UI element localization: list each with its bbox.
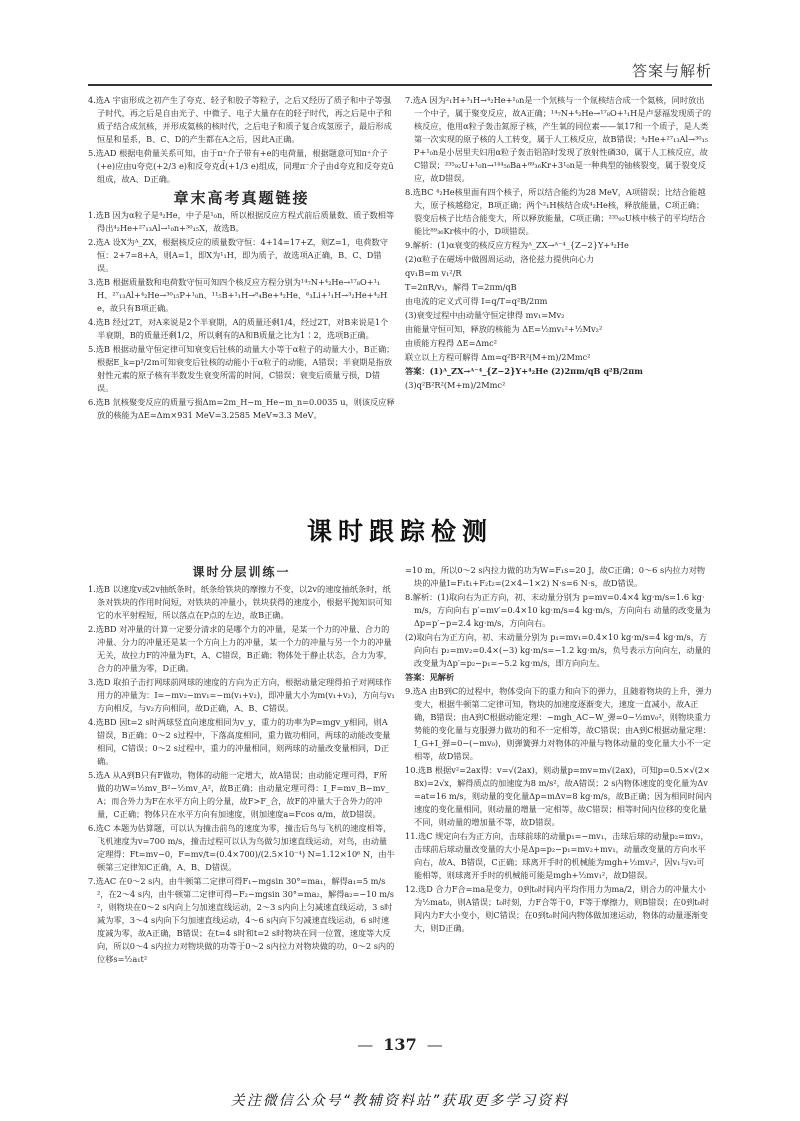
- footer-note: 关注微信公众号“教辅资料站”获取更多学习资料: [230, 1093, 570, 1109]
- answer-item: 1.选B 以速度v或2v抽纸条时，纸条给铁块的摩擦力不变，以2v的速度抽纸条时，纸条对铁块的作用时间短，对铁块的冲量小，铁块获得的速度小，根据平抛知识可知它的水平射程短，所以落点在P点的左边，故B正确。: [88, 584, 392, 620]
- page-number-dash-right: —: [426, 1035, 443, 1054]
- header-title: 答案与解析: [631, 62, 712, 80]
- answer-item: 3.选D 取拍子击打网球前网球的速度的方向为正方向，根据动量定理得拍子对网球作用力的冲量为：I=−mv₂−mv₁=−m(v₁+v₂)，即冲量大小为m(v₁+v₂)，方向与v₁方向相反，与v₂方向相同，故D正确，A、B、C错误。: [88, 677, 395, 713]
- right-top-column: [405, 94, 712, 393]
- answer-item: 4.选BD 因t=2 s时两球竖直向速度相同为v_y，重力的功率为P=mgv_y相同，则A错误，B正确；0～2 s过程中，下落高度相同，重力做功相同，两球的动能改变量相同，C错误；0～2 s过程中，重力的冲量相同，则两球的动量改变量相同，D正确。: [88, 717, 391, 766]
- answer-item: 2.选A 设X为ᴬ_ZX，根据核反应的质量数守恒：4+14=17+Z，则Z=1，电荷数守恒：2+7=8+A，则A=1，即X为¹₁H，即为质子，故选项A正确，B、C、D错误。: [88, 237, 388, 273]
- right-bottom-column: [405, 564, 712, 936]
- formula-line: qv₁B=m v₁²/R: [405, 268, 462, 278]
- answer-item: 5.选AD 根据电荷量关系可知，由于π⁺介子带有+e的电荷量，根据题意可知π⁺介子(+e)应由u夸克(+2/3 e)和反夸克d̄(+1/3 e)组成，同理π⁻介子由d夸克和反夸克ū组成，故A、D正确。: [88, 148, 394, 184]
- answer-item: 12.选D 合力F合=ma是变力，0到t₀时间内平均作用力为ma/2，则合力的冲量大小为½mat₀，则A错误；t₀时刻，力F合等于0，F等于摩擦力，则B错误；在0到t₀时间内力F大小变小，则C错误；在0到t₀时间内物体做加速运动，物体的动量逐渐变大，则D正确。: [405, 884, 710, 933]
- answer-item: 5.选B 根据动量守恒定律可知衰变后钍核的动量大小等于α粒子的动量大小，B正确；根据E_k=p²/2m可知衰变后钍核的动能小于α粒子的动能，A错误；半衰期是指放射性元素的原子核有半数发生衰变所需的时间，C错误；衰变后质量亏损，D错误。: [88, 344, 395, 393]
- formula-line: 联立以上方程可解得 Δm=q²B²R²(M+m)/2Mmc²: [405, 352, 591, 362]
- answer-line: (2)α粒子在磁场中做圆周运动，洛伦兹力提供向心力: [405, 254, 595, 264]
- left-bottom-column: [88, 564, 395, 967]
- section-heading: 章末高考真题链接: [173, 189, 310, 207]
- answer-item: 6.选C 本题为估算题，可以认为撞击前鸟的速度为零，撞击后鸟与飞机的速度相等，飞机速度为v=700 m/s，撞击过程可以认为鸟做匀加速直线运动，对鸟，由动量定理得：Ft=mv−0，F=mv/t=(0.4×700)/(2.5×10⁻⁴) N=1.12×10⁶ N，由牛顿第三定律知C正确，A、B、D错误。: [88, 823, 395, 872]
- answer-item: (2)取向右为正方向，初、末动量分别为 p₁=mv₁=0.4×10 kg·m/s=4 kg·m/s，方向向右 p₂=mv₂=0.4×(−3) kg·m/s=−1.2 kg·m/s，负号表示方向向左，动量的改变量为Δp′=p₂−p₁=−5.2 kg·m/s，即方向向左。: [405, 632, 711, 668]
- formula-line: 由电流的定义式可得 I=q/T=q²B/2πm: [405, 296, 548, 306]
- answer-item: 4.选A 宇宙形成之初产生了夸克、轻子和胶子等粒子，之后又经历了质子和中子等强子时代，再之后是自由光子、中微子、电子大量存在的轻子时代，再之后是中子和质子结合成氘核，并形成氦核的核时代，之后电子和质子复合成氢原子，最后形成恒星和星系，B、C、D的产生都在A之后，因此A正确。: [88, 95, 392, 144]
- answer-item: =10 m，所以0～2 s内拉力做的功为W=F₁s=20 J，故C正确；0～6 s内拉力对物块的冲量I=F₁t₁+F₂t₂=(2×4−1×2) N·s=6 N·s，故D错误。: [405, 565, 706, 588]
- answer-line: (3)衰变过程中由动量守恒定律得 mv₁=Mv₂: [405, 310, 565, 320]
- answer-item: 10.选B 根据v²=2ax得：v=√(2ax)，则动量p=mv=m√(2ax)，可知p=0.5×√(2×8x)=2√x，解得质点的加速度为8 m/s²，故A错误；2 s内物体速度的变化量为Δv=at=16 m/s，则动量的变化量Δp=mΔv=8 kg·m/s，故B正确；因为相同时间内速度的变化量相同，则动量的增量一定相等，故C错误；相等时间内位移的变化量不同，则动量的增加量不等，故D错误。: [405, 765, 712, 827]
- answer-item: 11.选C 规定向右为正方向，击球前球的动量p₁=−mv₁，击球后球的动量p₂=mv₂，击球前后球动量改变量的大小是Δp=p₂−p₁=mv₂+mv₁，动量改变量的方向水平向右，故A、B错误，C正确；球离开手时的机械能为mgh+½mv₂²，因v₁与v₂可能相等，则球离开手时的机械能可能是mgh+½mv₁²，故D错误。: [405, 831, 709, 880]
- answer-item: 6.选B 氘核聚变反应的质量亏损Δm=2m_H−m_He−m_n=0.0035 u，则该反应释放的核能为ΔE=Δm×931 MeV=3.2585 MeV≈3.3 MeV。: [88, 397, 395, 420]
- answer-summary: (3)q²B²R²(M+m)/2Mmc²: [405, 380, 506, 390]
- answer-item: 8.选BC ⁴₂He核里面有四个核子，所以结合能约为28 MeV，A项错误；比结合能越大，原子核越稳定，B项正确；两个²₁H核结合成⁴₂He核，释放能量，C项正确；裂变后核子比结合能变大，所以释放能量，C项正确；²³⁵₉₂U核中核子的平均结合能比⁸⁹₃₆Kr核中的小，D项错误。: [405, 187, 706, 236]
- header-rule: [88, 84, 712, 86]
- answer-item: 7.选A 因为²₁H+³₁H→⁴₂He+¹₀n是一个氘核与一个氚核结合成一个氦核，同时放出一个中子，属于聚变反应，故A正确；¹⁴₇N+⁴₂He→¹⁷₈O+¹₁H是卢瑟福发现质子的核反应，他用α粒子轰击氮原子核，产生氧的同位素——氧17和一个质子，是人类第一次实现的原子核的人工转变，属于人工核反应，故B错误；⁴₂He+²⁷₁₃Al→³⁰₁₅P+¹₀n是小居里夫妇用α粒子轰击铝箔时发现了放射性磷30，属于人工核反应，故C错误；²³⁵₉₂U+¹₀n→¹⁴⁴₅₆Ba+⁸⁹₃₆Kr+3¹₀n是一种典型的铀核裂变，属于裂变反应，故D错误。: [405, 95, 712, 183]
- main-title: 课时跟踪检测: [306, 517, 493, 546]
- page-number: [0, 1035, 800, 1054]
- formula-line: T=2πR/v₁，解得 T=2πm/qB: [405, 282, 517, 292]
- subsection-heading: 课时分层训练一: [192, 565, 291, 579]
- page-number-dash-left: —: [357, 1035, 374, 1054]
- answer-item: 9.选A 由B到C的过程中，物体受向下的重力和向下的弹力，且随着物块的上升，弹力变大，根据牛顿第二定律可知，物块的加速度逐渐变大，速度一直减小，故A正确，B错误；由A到C根据动能定理：−mgh_AC−W_弹=0−½mv₀²，则物块重力势能的变化量与克服弹力做功的和不一定相等，故C错误；由A到C根据动量定理：I_G+I_弹=0−(−mv₀)，则弹簧弹力对物体的冲量与物体动量的变化量大小不一定相等，故D错误。: [405, 686, 712, 761]
- formula-line: 由质能方程得 ΔE=Δmc²: [405, 338, 498, 348]
- answer-item: 3.选B 根据质量数和电荷数守恒可知四个核反应方程分别为¹⁴₇N+⁴₂He→¹⁷₈O+¹₁H、²⁷₁₃Al+⁴₂He→³⁰₁₅P+¹₀n、¹¹₅B+¹₁H→⁸₄Be+⁴₂He、⁶₃Li+¹₁H→³₂He+⁴₂He，故只有B项正确。: [88, 277, 388, 313]
- page-number-value: 137: [383, 1035, 417, 1054]
- answer-item: 1.选B 因为α粒子是⁴₂He，中子是¹₀n，所以根据反应方程式前后质量数、质子数相等得出⁴₂He+²⁷₁₃Al→¹₀n+³⁰₁₅X，故选B。: [88, 210, 395, 233]
- formula-line: 由能量守恒可知，释放的核能为 ΔE=½mv₁²+½Mv₂²: [405, 324, 603, 334]
- answer-summary: 答案：(1)ᴬ_ZX→ᴬ⁻⁴_{Z−2}Y+⁴₂He (2)2πm/qB q²B/2πm: [405, 366, 643, 376]
- answer-item: 8.解析：(1)取向右为正方向，初、末动量分别为 p=mv=0.4×4 kg·m/s=1.6 kg·m/s，方向向右 p′=mv′=0.4×10 kg·m/s=4 kg·m/s，方向向右 动量的改变量为Δp=p′−p=2.4 kg·m/s，方向向右。: [405, 592, 711, 628]
- answer-item: 9.解析：(1)α衰变的核反应方程为ᴬ_ZX→ᴬ⁻⁴_{Z−2}Y+⁴₂He: [405, 240, 629, 250]
- answer-item: 2.选BD 对冲量的计算一定要分清求的是哪个力的冲量，是某一个力的冲量、合力的冲量、分力的冲量还是某一个方向上力的冲量，某一个力的冲量与另一个力的冲量无关，故拉力F的冲量为Ft，A、C错误，B正确；物体处于静止状态，合力为零，合力的冲量为零，D正确。: [88, 624, 392, 673]
- answer-item: 7.选AC 在0～2 s内，由牛顿第二定律可得F₁−mgsin 30°=ma₁，解得a₁=5 m/s²，在2～4 s内，由牛顿第二定律可得−F₂−mgsin 30°=ma₂，解得a₂=−10 m/s²，则物块在0～2 s内向上匀加速直线运动，2～3 s内向上匀减速直线运动，3 s时减为零，3～4 s内向下匀加速直线运动，4～6 s内向下匀减速直线运动，6 s时速度减为零，故A正确，B错误；在t=4 s时和t=2 s时物块在同一位置，速度等大反向，所以0～4 s内拉力对物块做的功等于0～2 s内拉力对物块做的功，0～2 s内的位移s=½a₁t²: [88, 876, 395, 964]
- answer-item: 5.选A 从A到B只有F做功，物体的动能一定增大，故A错误；由动能定理可得，F所做的功W=½mv_B²−½mv_A²，故B正确；由动量定理可得：I_F=mv_B−mv_A；而合外力为F在水平方向上的分量，故F>F_合，故F的冲量大于合外力的冲量，C正确；物体只在水平方向有加速度，则加速度a=Fcos α/m，故D错误。: [88, 770, 390, 819]
- left-top-column: [88, 94, 395, 423]
- answer-summary: 答案：见解析: [405, 672, 455, 682]
- answer-item: 4.选B 经过2T，对A来说是2个半衰期，A的质量还剩1/4，经过2T，对B来说是1个半衰期，B的质量还剩1/2，所以剩有的A和B质量之比为1∶2，选项B正确。: [88, 317, 389, 340]
